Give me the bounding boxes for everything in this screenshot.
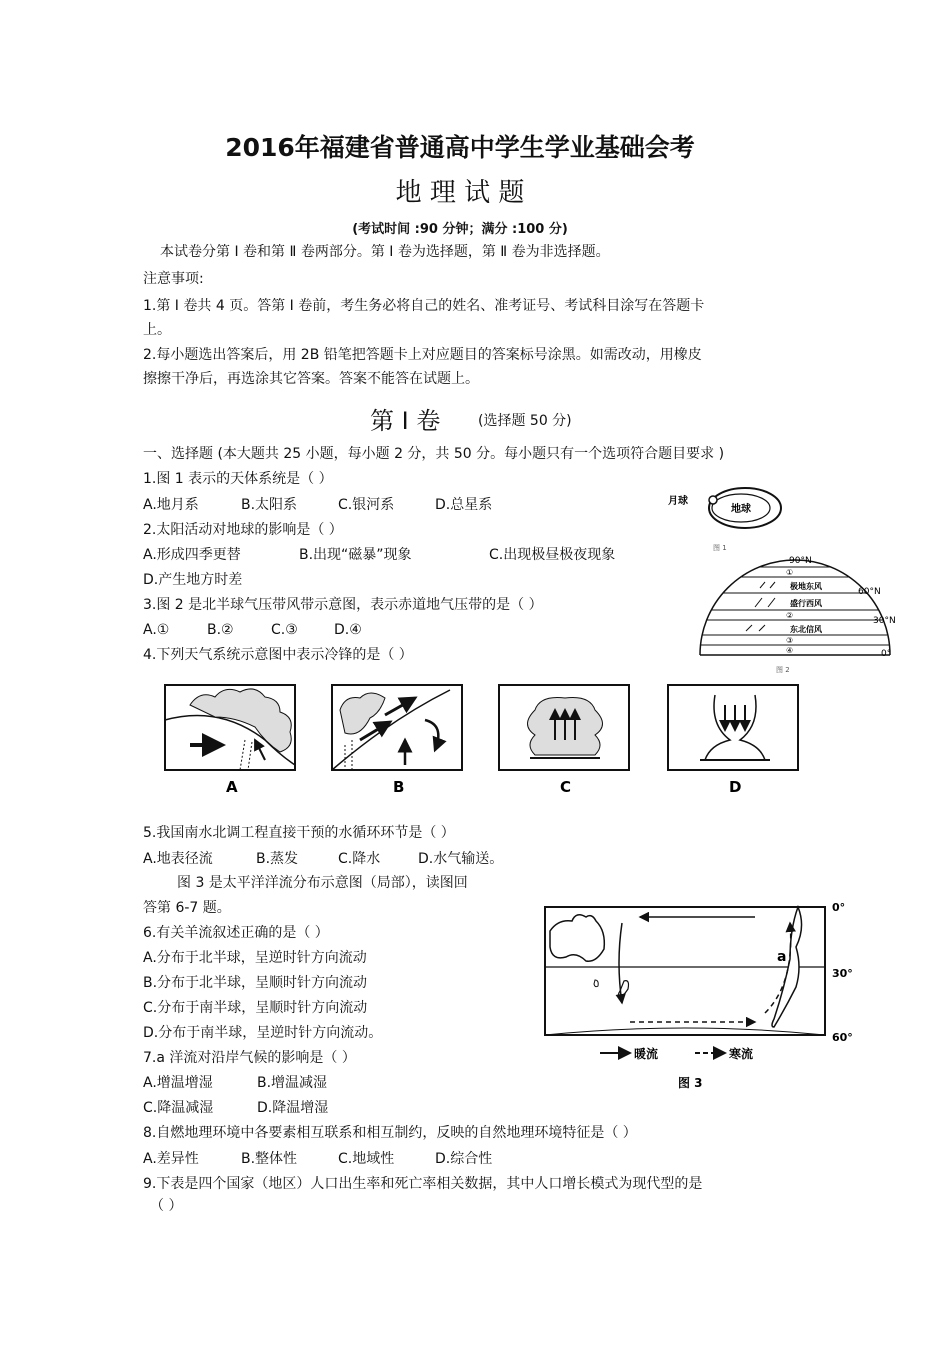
fig1-caption: 图 1 [713, 544, 727, 552]
q7-stem: 7.a 洋流对沿岸气候的影响是（ ） [143, 1050, 356, 1066]
q5-option-d: D.水气输送。 [418, 851, 504, 867]
exam-info: (考试时间 :90 分钟；满分 :100 分) [352, 222, 568, 237]
figure-2 [690, 550, 900, 675]
fig2-circle-1: ① [786, 568, 794, 577]
notice-2-cont: 擦擦干净后，再选涂其它答案。答案不能答在试题上。 [143, 371, 479, 387]
q6-option-c: C.分布于南半球，呈顺时针方向流动 [143, 1000, 368, 1016]
diagram-a [165, 685, 295, 770]
q2-option-d: D.产生地方时差 [143, 572, 243, 588]
q6-option-d: D.分布于南半球，呈逆时针方向流动。 [143, 1025, 383, 1041]
fig1-earth-label: 地球 [731, 504, 751, 515]
notice-2: 2.每小题选出答案后，用 2B 铅笔把答题卡上对应题目的答案标号涂黑。如需改动，用橡皮 [143, 347, 702, 363]
q5-options [143, 850, 503, 868]
fig3-lat-0: 0° [832, 901, 846, 914]
fig3-australia [550, 915, 604, 962]
q4-weather-diagrams [160, 680, 810, 800]
fig2-lat-30: 30°N [873, 616, 896, 626]
q4-stem: 4.下列天气系统示意图中表示冷锋的是（ ） [143, 647, 413, 663]
q8-stem: 8.自燃地理环境中各要素相互联系和相互制约，反映的自然地理环境特征是（ ） [143, 1125, 637, 1141]
q7-option-b: B.增温减湿 [257, 1075, 328, 1091]
q2-option-b: B.出现“磁暴”现象 [299, 547, 412, 563]
q5-option-c: C.降水 [338, 851, 381, 867]
q9-blank: （ ） [150, 1198, 183, 1214]
q7-option-d: D.降温增湿 [257, 1100, 329, 1116]
q7-options-2 [143, 1099, 328, 1117]
fig2-caption: 图 2 [776, 666, 790, 674]
figure-1 [665, 480, 795, 555]
subject-title: 地 理 试 题 [395, 178, 525, 208]
diagram-b [332, 685, 462, 770]
fig3-caption: 图 3 [678, 1076, 703, 1090]
section-title: 第 Ⅰ 卷 [370, 407, 441, 435]
exam-title: 2016年福建省普通高中学生学业基础会考 [225, 133, 695, 162]
fig3-legend-cold: 寒流 [729, 1047, 754, 1061]
q3-option-c: C.③ [271, 622, 298, 638]
diagram-label-a: A [226, 778, 238, 796]
q2-option-c: C.出现极昼极夜现象 [489, 547, 616, 563]
fig2-lat-0: 0° [881, 649, 892, 659]
q1-option-b: B.太阳系 [241, 497, 298, 513]
q6-stem: 6.有关羊流叙述正确的是（ ） [143, 925, 329, 941]
section-instruction: 一、选择题 (本大题共 25 小题，每小题 2 分，共 50 分。每小题只有一个选项符合题目要求 ) [143, 446, 725, 462]
diagram-label-d: D [729, 778, 742, 796]
diagram-d [668, 685, 798, 770]
q8-option-b: B.整体性 [241, 1151, 298, 1167]
intro-text: 本试卷分第 Ⅰ 卷和第 Ⅱ 卷两部分。第 Ⅰ 卷为选择题，第 Ⅱ 卷为非选择题。 [160, 244, 610, 260]
fig2-circle-4: ④ [786, 646, 794, 655]
figure-3 [540, 895, 870, 1095]
q1-options [143, 496, 492, 514]
fig2-wind-polar-easterlies: 极地东风 [790, 582, 822, 591]
q5-option-b: B.蒸发 [256, 851, 299, 867]
q9-stem: 9.下表是四个国家（地区）人口出生率和死亡率相关数据，其中人口增长模式为现代型的是 [143, 1176, 703, 1192]
diagram-label-c: C [560, 778, 572, 796]
q67-intro: 图 3 是太平洋洋流分布示意图（局部），读图回 [177, 875, 468, 891]
diagram-c [499, 685, 629, 770]
q5-stem: 5.我国南水北调工程直接干预的水循环环节是（ ） [143, 825, 455, 841]
notice-title: 注意事项: [143, 271, 204, 287]
q3-option-d: D.④ [334, 622, 362, 638]
q3-stem: 3.图 2 是北半球气压带风带示意图，表示赤道地气压带的是（ ） [143, 597, 543, 613]
fig3-current-a-label: a [777, 949, 787, 965]
q3-option-a: A.① [143, 622, 170, 638]
fig2-wind-ne-trades: 东北信风 [790, 625, 822, 634]
fig2-wind-westerlies: 盛行西风 [790, 599, 822, 608]
fig2-circle-3: ③ [786, 636, 794, 645]
fig3-legend-warm: 暖流 [634, 1047, 659, 1061]
fig3-lat-30: 30° [832, 967, 853, 980]
q8-option-d: D.综合性 [435, 1151, 493, 1167]
notice-1: 1.第 Ⅰ 卷共 4 页。答第 Ⅰ 卷前，考生务必将自己的姓名、准考证号、考试科目涂写在答题卡 [143, 298, 705, 314]
q1-option-a: A.地月系 [143, 497, 199, 513]
q2-option-a: A.形成四季更替 [143, 547, 241, 563]
fig3-lat-60: 60° [832, 1031, 853, 1044]
q3-options [143, 621, 362, 639]
q6-option-a: A.分布于北半球，呈逆时针方向流动 [143, 950, 367, 966]
q1-option-d: D.总星系 [435, 497, 493, 513]
q8-option-c: C.地域性 [338, 1151, 395, 1167]
q1-stem: 1.图 1 表示的天体系统是（ ） [143, 471, 333, 487]
q8-options [143, 1150, 492, 1168]
notice-1-cont: 上。 [143, 322, 171, 338]
fig2-lat-60: 60°N [858, 587, 881, 597]
q67-intro-cont: 答第 6-7 题。 [143, 900, 231, 916]
fig2-circle-2: ② [786, 611, 794, 620]
q2-stem: 2.太阳活动对地球的影响是（ ） [143, 522, 343, 538]
diagram-label-b: B [393, 778, 405, 796]
section-subtitle: (选择题 50 分) [478, 413, 572, 429]
q7-options-1 [143, 1074, 327, 1092]
q1-option-c: C.银河系 [338, 497, 395, 513]
q7-option-a: A.增温增湿 [143, 1075, 213, 1091]
q2-options [143, 546, 615, 564]
q8-option-a: A.差异性 [143, 1151, 199, 1167]
q6-option-b: B.分布于北半球，呈顺时针方向流动 [143, 975, 368, 991]
q3-option-b: B.② [207, 622, 234, 638]
fig1-moon-label: 月球 [668, 496, 688, 507]
fig2-lat-90: 90°N [789, 556, 812, 566]
q5-option-a: A.地表径流 [143, 851, 213, 867]
q7-option-c: C.降温减湿 [143, 1100, 214, 1116]
